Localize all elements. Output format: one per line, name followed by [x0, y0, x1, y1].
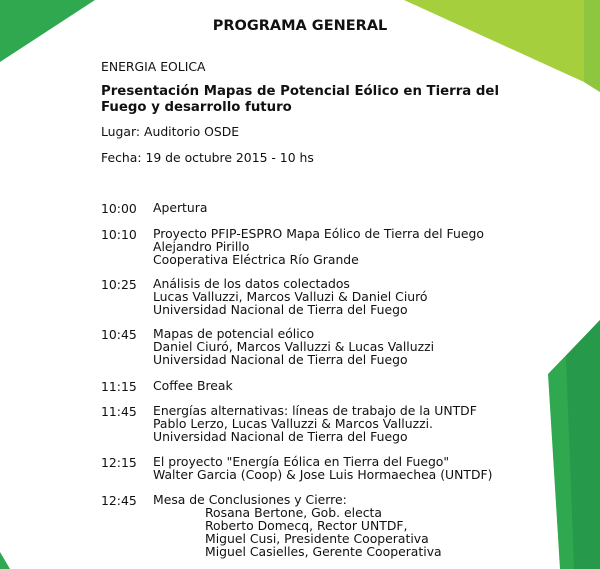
agenda-details — [153, 404, 477, 443]
agenda-detail-line: Universidad Nacional de Tierra del Fuego — [153, 429, 408, 444]
agenda-topic: El proyecto "Energía Eólica en Tierra del Fuego" — [153, 454, 450, 469]
agenda-time: 10:10 — [101, 227, 137, 242]
agenda-time: 12:15 — [101, 455, 137, 470]
agenda-time: 10:00 — [101, 201, 137, 216]
agenda-time: 10:45 — [101, 327, 137, 342]
agenda-topic: Apertura — [153, 200, 208, 215]
agenda-detail-line: Cooperativa Eléctrica Río Grande — [153, 252, 359, 267]
agenda-details — [153, 227, 484, 266]
agenda-details — [153, 201, 207, 214]
lime-strip-top-right — [584, 0, 600, 92]
agenda-detail-line: Miguel Cusi, Presidente Cooperativa — [205, 531, 429, 546]
agenda-time: 12:45 — [101, 493, 137, 508]
event-date: Fecha: 19 de octubre 2015 - 10 hs — [101, 150, 314, 165]
agenda-details — [153, 455, 492, 481]
agenda-detail-line: Lucas Valluzzi, Marcos Valluzi & Daniel Ciuró — [153, 289, 428, 304]
agenda-detail-line: Walter Garcia (Coop) & Jose Luis Hormaechea (UNTDF) — [153, 467, 493, 482]
agenda-details — [153, 327, 434, 366]
agenda-detail-line: Pablo Lerzo, Lucas Valluzzi & Marcos Valluzzi. — [153, 416, 433, 431]
agenda-time: 11:45 — [101, 404, 137, 419]
green-sliver-bottom-left — [0, 552, 10, 569]
agenda-details — [153, 277, 428, 316]
agenda-topic: Mapas de potencial eólico — [153, 326, 315, 341]
page-title: PROGRAMA GENERAL — [212, 18, 388, 34]
agenda-details — [153, 493, 442, 558]
agenda-detail-line: Rosana Bertone, Gob. electa — [205, 505, 382, 520]
agenda-topic: Energías alternativas: líneas de trabajo de la UNTDF — [153, 403, 477, 418]
agenda-detail-line: Roberto Domecq, Rector UNTDF, — [205, 518, 408, 533]
agenda-time: 10:25 — [101, 277, 137, 292]
agenda-detail-line: Universidad Nacional de Tierra del Fuego — [153, 352, 408, 367]
event-category: ENERGIA EOLICA — [101, 59, 206, 74]
agenda-topic: Análisis de los datos colectados — [153, 276, 350, 291]
event-place: Lugar: Auditorio OSDE — [101, 124, 240, 139]
agenda-topic: Mesa de Conclusiones y Cierre: — [153, 492, 347, 507]
agenda-detail-line: Alejandro Pirillo — [153, 239, 250, 254]
agenda-topic: Coffee Break — [153, 378, 233, 393]
agenda-detail-line: Miguel Casielles, Gerente Cooperativa — [205, 544, 442, 559]
agenda-topic: Proyecto PFIP-ESPRO Mapa Eólico de Tierra del Fuego — [153, 226, 484, 241]
agenda-detail-line: Universidad Nacional de Tierra del Fuego — [153, 302, 408, 317]
agenda-details — [153, 379, 233, 392]
event-subtitle: Presentación Mapas de Potencial Eólico en Tierra del Fuego y desarrollo futuro — [101, 84, 499, 115]
lime-corner-top-right — [404, 0, 600, 92]
agenda-time: 11:15 — [101, 379, 137, 394]
agenda-detail-line: Daniel Ciuró, Marcos Valluzzi & Lucas Valluzzi — [153, 339, 435, 354]
